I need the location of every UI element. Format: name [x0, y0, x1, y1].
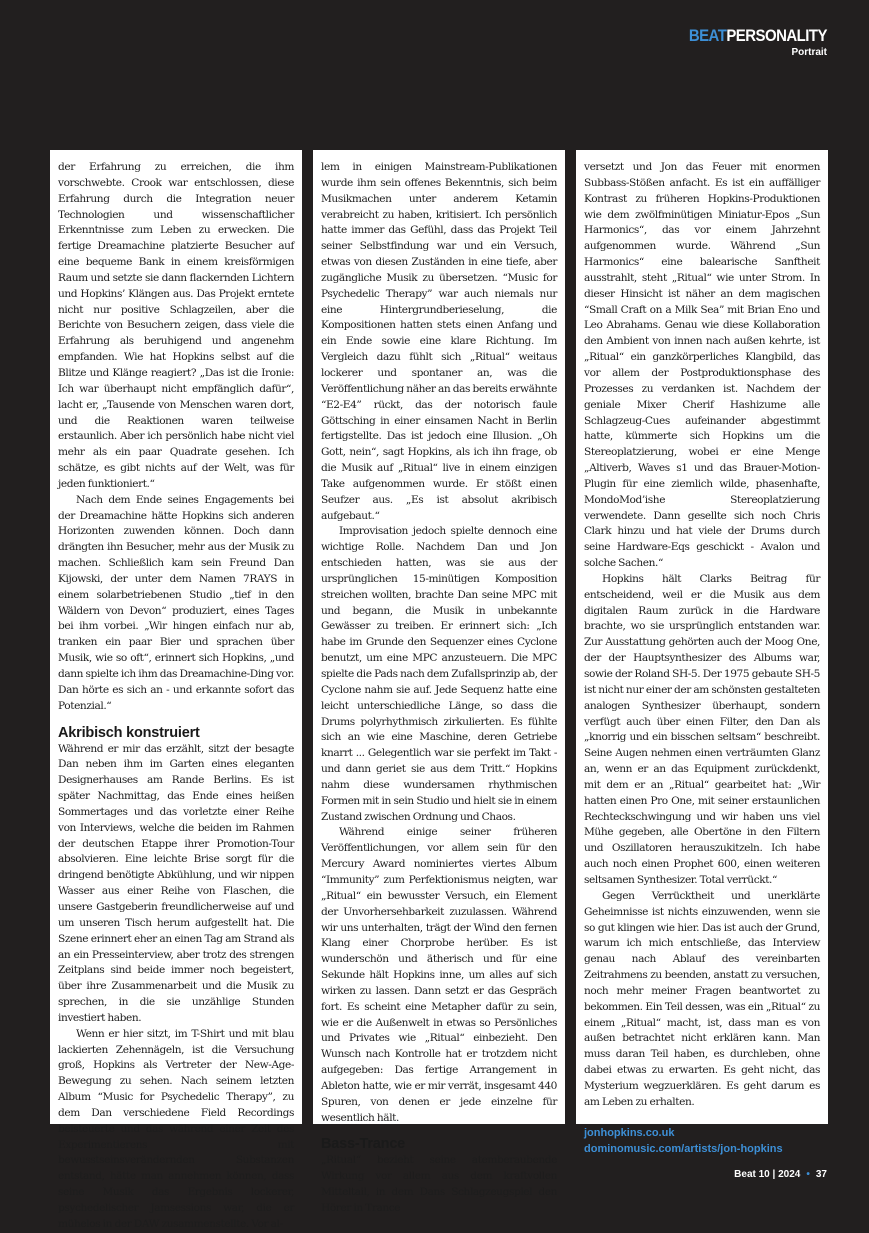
link-list [584, 1125, 820, 1157]
page-footer [734, 1169, 827, 1180]
text-column-1 [50, 150, 302, 1230]
text-column-3 [576, 150, 828, 1155]
link-jonhopkins[interactable]: jonhopkins.co.uk [584, 1126, 675, 1139]
paragraph: Improvisation jedoch spielte dennoch eine wichtige Rolle. Nachdem Dan und Jon entschieden hatten, was sie aus der ursprünglichen 15-minütigen Komposition streichen wollten, brachte Dan seine MPC mit und begann, die Musik in unbekannte Gewässer zu treiben. Er erinnert sich: „Ich habe im Grunde den Sequenzer eines Cyclone benutzt, um eine MPC anzusteuern. Die MPC spielte die Pads nach dem Zufallsprinzip ab, der Cyclone nahm sie auf. Jede Sequenz hatte eine leicht unterschiedliche Länge, so dass die Drums polyrhythmisch zirkulierten. Es fühlte sich an wie eine Maschine, deren Getriebe knarrt ... Gelegentlich war sie perfekt im Takt - und dann geriet sie aus dem Tritt.“ Hopkins nahm diese wundersamen rhythmischen Formen mit in sein Studio und hielt sie in einem Zustand zwischen Ordnung und Chaos. [321, 525, 557, 823]
paragraph: Während einige seiner früheren Veröffentlichungen, vor allem sein für den Mercury Award nominiertes viertes Album “Immunity” zum Perfektionismus neigten, war „Ritual“ ein bewusster Versuch, ein Element der Unvorhersehbarkeit zuzulassen. Während wir uns unterhalten, trägt der Wind den fernen Klang einer Chorprobe herüber. Es ist wunderschön und ätherisch und für eine Sekunde hält Hopkins inne, um alles auf sich wirken zu lassen. Dann setzt er das Gespräch fort. Es scheint eine Metapher dafür zu sein, wie er die Außenwelt in etwas so Persönliches und Privates wie „Ritual“ einbezieht. Den Wunsch nach Kontrolle hat er trotzdem nicht aufgegeben: Das fertige Arrangement in Ableton hatte, wie er mir verrät, insgesamt 440 Spuren, von denen er jede einzelne für wesentlich hält. [321, 826, 557, 1124]
brand-personality: PERSONALITY [726, 26, 827, 45]
paragraph: Während er mir das erzählt, sitzt der besagte Dan neben ihm im Garten eines eleganten Designerhauses am Rande Berlins. Es ist später Nachmittag, das Ende eines heißen Sommertages und das vorletzte einer Reihe von Interviews, welche die beiden im Rahmen der deutschen Etappe ihrer Promotion-Tour absolvieren. Eine leichte Brise sorgt für die dringend benötigte Abkühlung, und wir nippen Wasser aus einer Reihe von Flaschen, die unsere Gastgeberin freundlicherweise auf und um unseren Tisch herum aufgestellt hat. Die Szene erinnert eher an einen Tag am Strand als an ein Presseinterview, aber trotz des strengen Zeitplans sind beide immer noch begeistert, über ihre Zusammenarbeit und die Musik zu sprechen, in die sie unzählige Stunden investiert haben. [58, 742, 294, 1024]
paragraph: „Ritual“ bezieht seine atemberaubende Wirkung vor allem aus dem kraftvollen Mitteltail, in dem Dans Schlagzeugspiel den Hörer in Trance [321, 1154, 557, 1214]
magazine-brand [689, 26, 827, 46]
subheading-akribisch: Akribisch konstruiert [58, 724, 200, 741]
paragraph: der Erfahrung zu erreichen, die ihm vorschwebte. Crook war entschlossen, diese Erfahrung durch die Integration neuer Technologien und wissenschaftlicher Erkenntnisse zum Leben zu erwecken. Die fertige Dreamachine platzierte Besucher auf eine bequeme Bank in einem kreisförmigen Raum und setzte sie dann flackernden Lichtern und Hopkins’ Klängen aus. Das Projekt erntete nicht nur positive Schlagzeilen, aber die Berichte von Besuchern zeigen, dass viele die Erfahrung als beruhigend und angenehm empfanden. Wie hat Hopkins selbst auf die Blitze und Klänge reagiert? „Das ist die Ironie: Ich war überhaupt nicht empfänglich dafür“, lacht er, „Tausende von Menschen waren dort, und die Reaktionen waren teilweise erstaunlich. Aber ich persönlich habe nicht viel mehr als ein paar Quadrate gesehen. Ich schätze, es gibt nichts auf der Welt, was für jeden funktioniert.“ [58, 161, 294, 490]
paragraph: lem in einigen Mainstream-Publikationen wurde ihm sein offenes Bekenntnis, sich beim Musikmachen unter anderem Ketamin verabreicht zu haben, kritisiert. Ich persönlich hatte immer das Gefühl, dass das Projekt Teil seiner Selbstfindung war und ein Versuch, etwas von diesen Zuständen in eine tiefe, aber zugängliche Musik zu übersetzen. “Music for Psychedelic Therapy” war auch niemals nur eine Hintergrundberieselung, die Kompositionen hatten stets einen Anfang und ein Ende sowie eine klare Richtung. Im Vergleich dazu fühlt sich „Ritual“ weitaus lockerer und spontaner an, was die Veröffentlichung näher an das bereits erwähnte “E2-E4” rückt, das der notorisch faule Göttsching in einer einsamen Nacht in Berlin fertigstellte. Das ist jedoch eine Illusion. „Oh Gott, nein“, sagt Hopkins, als ich ihn frage, ob die Musik auf „Ritual“ live in einem einzigen Take aufgenommen wurde. Er stößt einen Seufzer aus. „Es ist absolut akribisch aufgebaut.“ [321, 161, 557, 522]
text-column-2 [313, 150, 565, 1214]
paragraph: Hopkins hält Clarks Beitrag für entscheidend, weil er die Musik aus dem digitalen Raum zurück in die Hardware brachte, wo sie ursprünglich entstanden war. Zur Ausstattung gehörten auch der Moog One, der der Hauptsynthesizer des Albums war, sowie der Roland SH-5. Der 1975 gebaute SH-5 ist nicht nur einer der am schönsten gestalteten analogen Synthesizer überhaupt, sondern verfügt auch über einen Filter, den Dan als „knorrig und ein bisschen seltsam“ beschreibt. Seine Augen nehmen einen verträumten Glanz an, wenn er an das Equipment zurückdenkt, mit dem er an „Ritual“ gearbeitet hat: „Wir hatten einen Pro One, mit seiner erstaunlichen Rechteckschwingung und wir haben uns viel Mühe gegeben, alle Obertöne in den Filtern und Oszillatoren herauszukitzeln. Ich habe auch noch einen Prophet 600, einen weiteren seltsamen Synthesizer. Total verrückt.“ [584, 572, 820, 886]
section-label: Portrait [791, 47, 827, 58]
footer-separator: • [806, 1169, 810, 1180]
paragraph: versetzt und Jon das Feuer mit enormen Subbass-Stößen anfacht. Es ist ein auffälliger Kontrast zu früheren Hopkins-Produktionen wie dem zwölfminütigen Miniatur-Epos „Sun Harmonics“, das vor einem Jahrzehnt aufgenommen wurde. Während „Sun Harmonics“ eine balearische Sanftheit ausstrahlt, steht „Ritual“ wie unter Strom. In dieser Hinsicht ist näher an dem magischen “Small Craft on a Milk Sea” mit Brian Eno und Leo Abrahams. Genau wie diese Kollaboration den Ambient von innen nach außen kehrte, ist „Ritual“ ein ganzkörperliches Klangbild, das vor allem der Postproduktionsphase des Prozesses zu verdanken ist. Nachdem der geniale Mixer Cherif Hashizume alle Schlagzeug-Cues aufeinander abgestimmt hatte, kümmerte sich Hopkins um die Stereoplatzierung, wobei er eine Menge „Altiverb, Waves s1 und das Brauer-Motion-Plugin für eine ziemlich wilde, phasenhafte, MondoMod’ishe Stereoplatzierung verwendete. Dann gesellte sich noch Chris Clark hinzu und hat viele der Drums durch seine Hardware-Eqs geschickt - Avalon und solche Sachen.“ [584, 161, 820, 570]
paragraph: Wenn er hier sitzt, im T-Shirt und mit blau lackierten Zehennägeln, ist die Versuchung groß, Hopkins als Vertreter der New-Age-Bewegung zu sehen. Nach seinem letzten Album “Music for Psychedelic Therapy”, zu dem Dan verschiedene Field Recordings beisteuerte und das während einer Zeit des Experimentierens mit bewusstseinsverändernden Substanzen entstand, hätte man annehmen können, dass seine Musik das Ergebnis lockerer, psychedelischer Jamsessions war, die er mühelos in der DAW zusammenstellte. Vor al- [58, 1027, 294, 1230]
paragraph: Gegen Verrücktheit und unerklärte Geheimnisse ist nichts einzuwenden, wenn sie so gut klingen wie hier. Das ist auch der Grund, warum ich mich entschließe, das Interview genau nach Ablauf des vereinbarten Zeitrahmens zu beenden, anstatt zu versuchen, noch mehr meiner Fragen beantwortet zu bekommen. Ein Teil dessen, was ein „Ritual“ zu einem „Ritual“ macht, ist, dass man es von außen betrachtet nicht erklären kann. Man muss daran Teil haben, es durchleben, ohne dabei etwas zu erwarten. Es geht nicht, das Mysterium wegzuerklären. Es geht darum es am Leben zu erhalten. [584, 889, 820, 1108]
paragraph: Nach dem Ende seines Engagements bei der Dreamachine hätte Hopkins sich anderen Horizonten zuwenden können. Doch dann drängten ihn Besucher, mehr aus der Musik zu machen. Schließlich kam sein Freund Dan Kijowski, der unter dem Namen 7RAYS in einem solarbetriebenen Studio „tief in den Wäldern von Devon“ produziert, eines Tages bei ihm vorbei. „Wir hingen einfach nur ab, tranken ein paar Bier und sprachen über Musik, wie so oft“, erinnert sich Hopkins, „und dann spielte ich ihm das Dreamachine-Ding vor. Dan hörte es sich an - und erkannte sofort das Potenzial.“ [58, 493, 294, 712]
link-dominomusic[interactable]: dominomusic.com/artists/jon-hopkins [584, 1142, 783, 1155]
brand-beat: BEAT [688, 26, 727, 45]
page-header [670, 26, 827, 58]
subheading-bass-trance: Bass-Trance [321, 1136, 406, 1153]
issue-label: Beat 10 | 2024 [734, 1169, 801, 1180]
page-number: 37 [815, 1169, 827, 1180]
